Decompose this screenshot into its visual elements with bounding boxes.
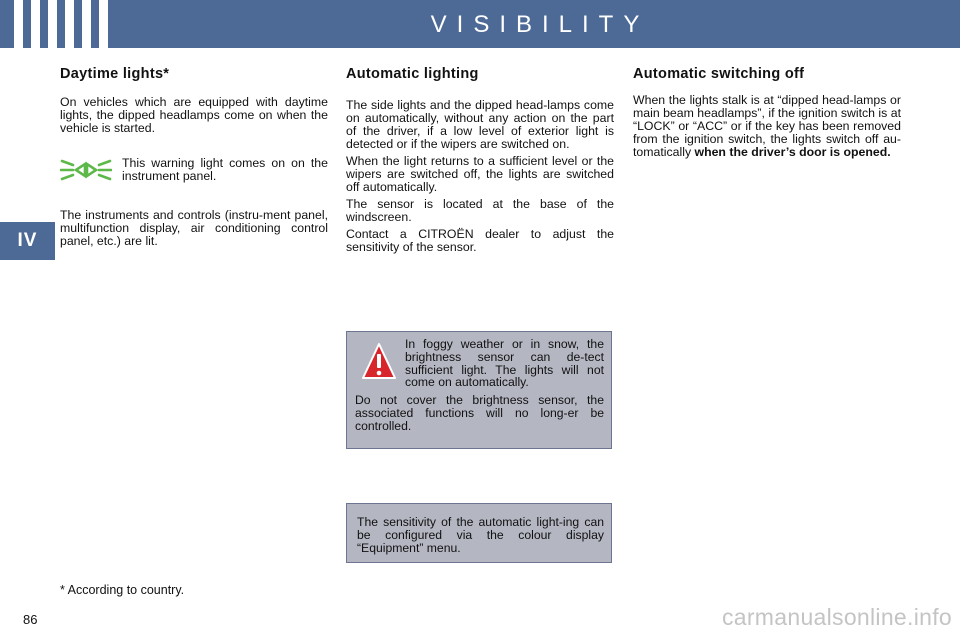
page-title: VISIBILITY [430, 11, 650, 38]
daytime-lights-heading: Daytime lights* [60, 66, 170, 82]
footnote: * According to country. [60, 583, 185, 597]
header-stripe [99, 0, 108, 48]
automatic-lighting-p2: When the light returns to a sufficient level or the wipers are switched off, the lights are switched off automatically. [346, 154, 614, 194]
header-stripe [65, 0, 74, 48]
warning-text-fog: In foggy weather or in snow, the brightness sensor can de-tect sufficient light. The lights will not come on automatically. [405, 337, 604, 390]
chapter-tab: IV [0, 222, 55, 260]
sensitivity-note-text: The sensitivity of the automatic light-ing can be configured via the colour display “Equipment” menu. [357, 515, 604, 555]
automatic-lighting-p1: The side lights and the dipped head-lamps come on automatically, without any action on the part of the driver, if a low level of exterior light is detected or if the wipers are switched on. [346, 98, 614, 151]
automatic-lighting-heading: Automatic lighting [346, 66, 479, 82]
automatic-switching-off-section [633, 66, 901, 163]
warning-text-sensor: Do not cover the brightness sensor, the associated functions will no long-er be controlled. [355, 393, 604, 433]
page-header [0, 0, 960, 48]
daytime-lights-intro: On vehicles which are equipped with daytime lights, the dipped headlamps come on when the vehicle is started. [60, 95, 328, 135]
automatic-lighting-p3: The sensor is located at the base of the windscreen. [346, 197, 614, 224]
automatic-lighting-section [346, 66, 614, 258]
instruments-lit-text: The instruments and controls (instru-ment panel, multifunction display, air conditioning control panel, etc.) are lit. [60, 208, 328, 248]
daytime-lights-section [60, 66, 328, 139]
warning-triangle-icon [361, 342, 397, 382]
automatic-switching-off-heading: Automatic switching off [633, 66, 805, 82]
daytime-lights-warning-icon [60, 157, 112, 183]
header-stripe [48, 0, 57, 48]
daytime-lights-indicator-text: This warning light comes on on the instrument panel. [122, 156, 328, 183]
watermark: carmanualsonline.info [721, 604, 952, 630]
header-stripe [31, 0, 40, 48]
automatic-switching-off-text [633, 94, 901, 159]
switching-off-body: When the lights stalk is at “dipped head-lamps or main beam headlamps”, if the ignition switch is at “LOCK” or “ACC” or if the key has been removed from the ignition switch, the lights switch off au-tomatically [633, 93, 901, 159]
header-stripe [14, 0, 23, 48]
header-stripe [82, 0, 91, 48]
switching-off-bold: when the driver’s door is opened. [694, 145, 891, 159]
page-number: 86 [23, 612, 38, 627]
sensitivity-note-box [346, 503, 612, 563]
warning-box [346, 331, 612, 449]
automatic-lighting-p4: Contact a CITROËN dealer to adjust the sensitivity of the sensor. [346, 227, 614, 254]
instruments-lit-paragraph [60, 209, 328, 252]
